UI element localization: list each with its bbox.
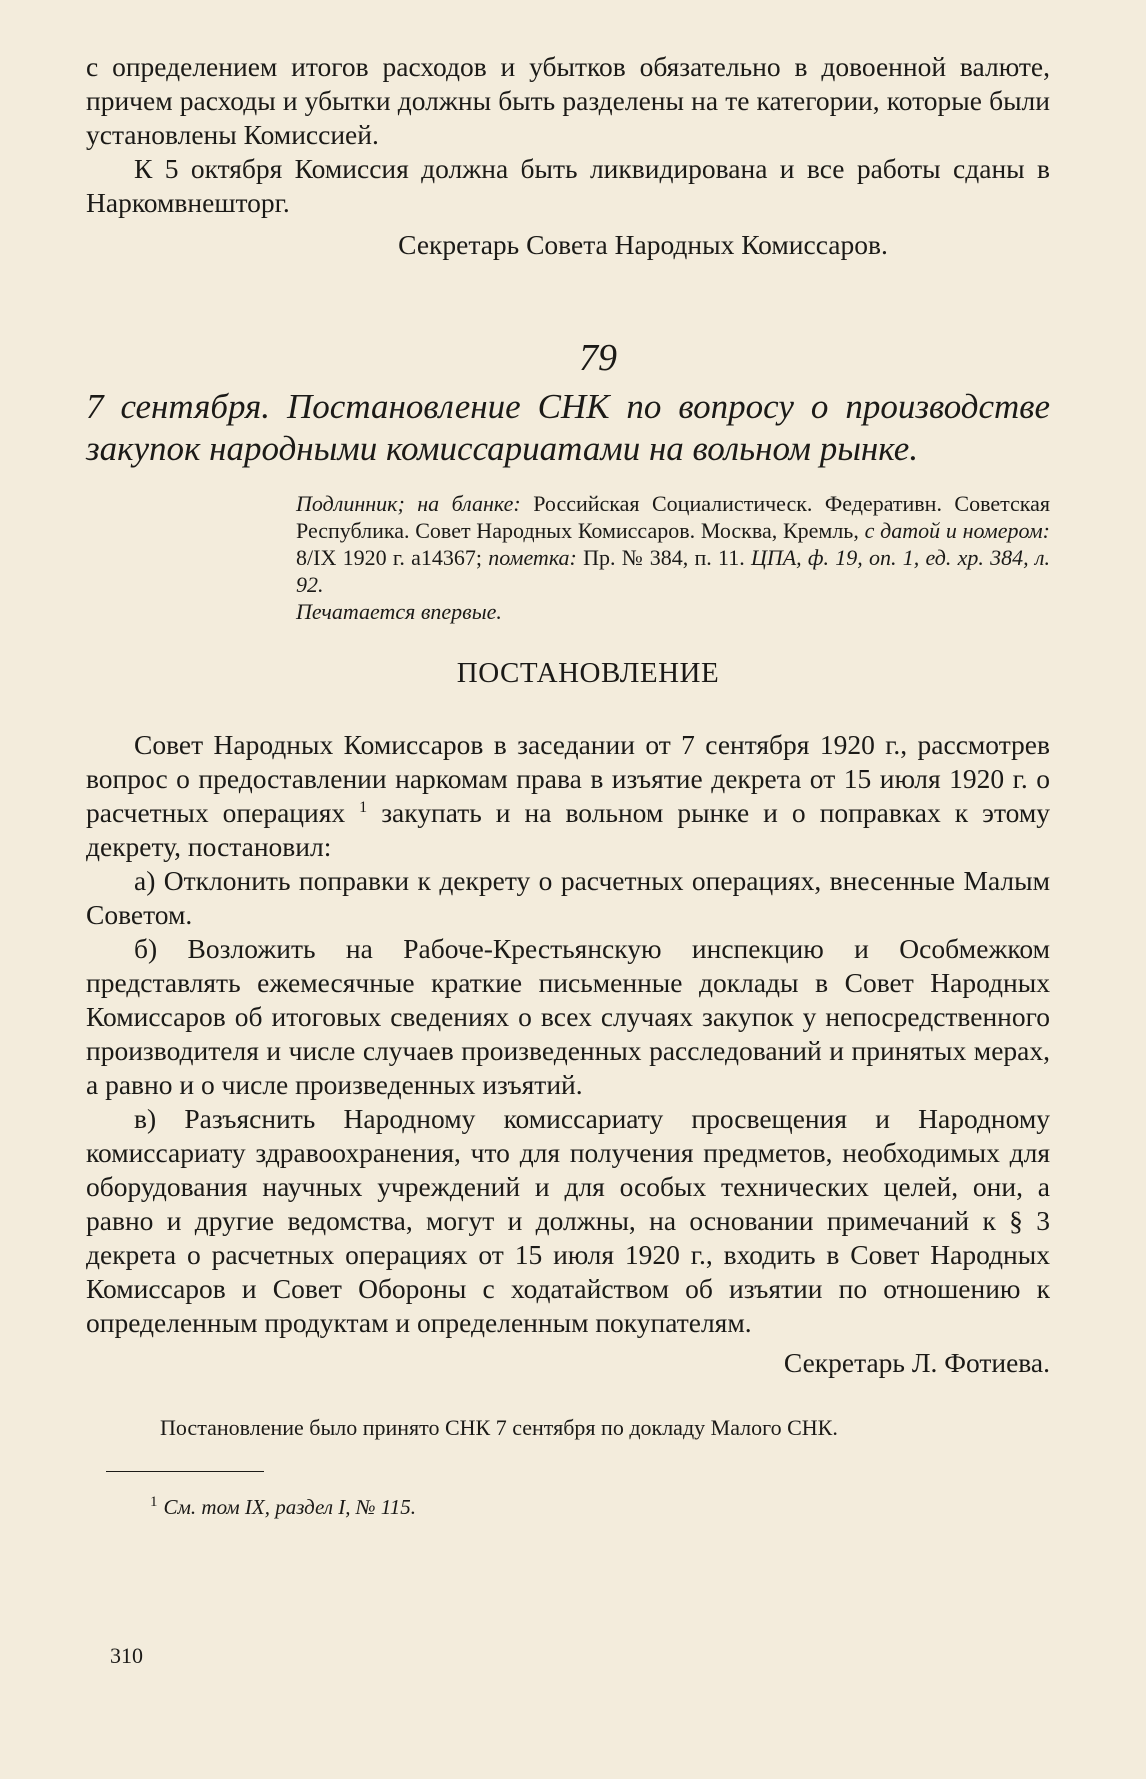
footnote-text: См. том IX, раздел I, № 115. <box>163 1495 416 1519</box>
carryover-paragraph: с определением итогов расходов и убытков обязательно в довоенной валюте, причем расходы и убытки должны быть разделены на те категории, которые были установлены Комиссией. <box>86 51 1050 150</box>
source-mark: Пр. № 384, п. 11. <box>583 545 745 570</box>
secretary-signature-2: Секретарь Л. Фотиева. <box>783 1347 1050 1378</box>
preamble-text: Совет Народных Комиссаров в заседании от 7 сентября 1920 г., рассмотрев вопрос о предоставлении наркомам права в изъятие декрета от 15 июля 1920 г. о расчетных операциях <box>86 729 1050 828</box>
secretary-signature-1: Секретарь Совета Народных Комиссаров. <box>398 229 888 260</box>
decree-heading: ПОСТАНОВЛЕНИЕ <box>456 657 720 689</box>
liquidation-paragraph: К 5 октября Комиссия должна быть ликвидирована и все работы сданы в Наркомвнешторг. <box>86 153 1050 218</box>
source-label-mark: пометка: <box>488 545 577 570</box>
preamble-paragraph <box>86 728 1050 864</box>
footnote-number: 1 <box>150 1494 158 1510</box>
item-b: б) Возложить на Рабоче-Крестьянскую инспекцию и Особмежком представлять ежемесячные краткие письменные доклады в Совет Народных Комиссаров об итоговых сведениях о всех случаях закупок у непосредственного производителя и числе случаев произведенных расследований и принятых мерах, а равно и о числе произведенных изъятий. <box>86 933 1050 1100</box>
source-date-number: 8/IX 1920 г. а14367; <box>296 545 482 570</box>
footnote-divider <box>106 1471 264 1472</box>
source-letterhead: Российская Социалистическ. Федеративн. Советская Республика. Совет Народных Комиссаров. Москва, Кремль, <box>296 491 1050 543</box>
document-number: 79 <box>579 337 617 379</box>
source-label-date: с датой и номером: <box>864 518 1051 543</box>
preamble-text-continued: закупать и на вольном рынке и о поправках к этому декрету, постановил: <box>86 797 1051 862</box>
document-title: 7 сентября. Постановление СНК по вопросу о производстве закупок народными комиссариатами на вольном рынке. <box>86 387 1050 468</box>
page-number: 310 <box>110 1643 143 1668</box>
source-label-original: Подлинник; на бланке: <box>296 491 521 516</box>
footnote-reference: 1 <box>359 798 368 816</box>
source-archive: ЦПА, ф. 19, оп. 1, ед. хр. 384, л. 92. <box>296 545 1050 597</box>
published-note: Печатается впервые. <box>296 599 502 624</box>
closing-note: Постановление было принято СНК 7 сентября по докладу Малого СНК. <box>160 1415 838 1440</box>
footnote <box>150 1494 1050 1520</box>
item-c: в) Разъяснить Народному комиссариату просвещения и Народному комиссариату здравоохранения, что для получения предметов, необходимых для оборудования научных учреждений и для особых технических целей, они, а равно и другие ведомства, могут и должны, на основании примечаний к § 3 декрета о расчетных операциях от 15 июля 1920 г., входить в Совет Народных Комиссаров и Совет Обороны с ходатайством об изъятии по отношению к определенным продуктам и определенным покупателям. <box>86 1103 1050 1338</box>
source-note <box>296 490 1050 598</box>
item-a: а) Отклонить поправки к декрету о расчетных операциях, внесенные Малым Советом. <box>86 865 1050 930</box>
